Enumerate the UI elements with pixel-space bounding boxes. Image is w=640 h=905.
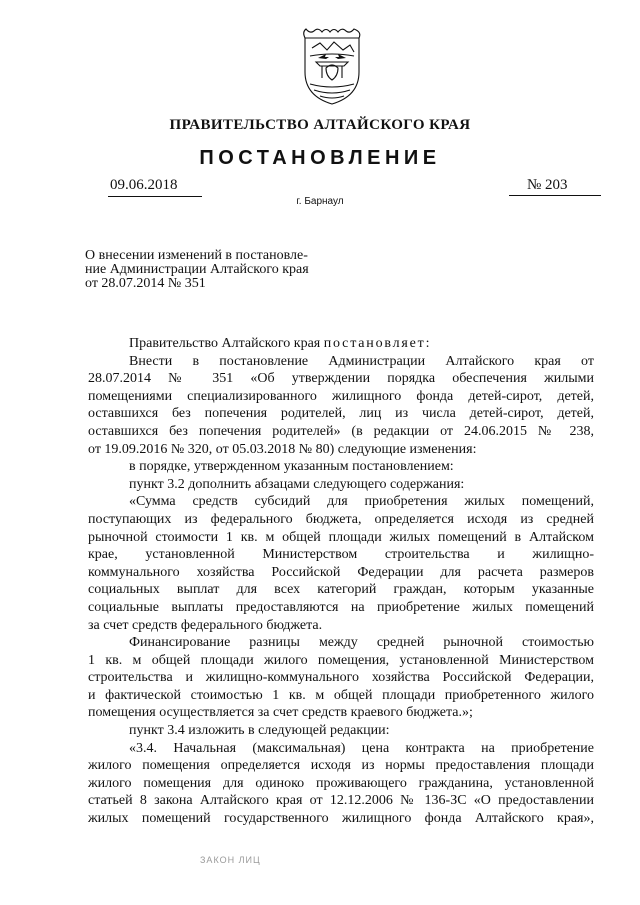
body-line: пункт 3.2 дополнить абзацами следующего содержания: (129, 476, 465, 492)
body-line: социальные выплаты предоставляются на приобретение жилых помещений (88, 599, 594, 615)
body-line: 28.07.2014 № 351 «Об утверждении порядка обеспечения жилыми (88, 371, 594, 387)
body-line: социальных выплат для всех категорий граждан, которым указанные (88, 582, 594, 598)
body-line: за счет средств федерального бюджета. (88, 617, 323, 633)
body-line: «3.4. Начальная (максимальная) цена контракта на приобретение (129, 740, 594, 756)
document-body (88, 335, 594, 828)
document-number: № 203 (509, 177, 601, 196)
document-title (85, 249, 385, 291)
body-line: помещениями специализированного жилищного фонда детей-сирот, детей, (88, 388, 594, 404)
title-line: ние Администрации Алтайского края (85, 262, 309, 277)
body-line: помещения осуществляется за счет средств краевого бюджета.»; (88, 705, 473, 721)
body-line: в порядке, утвержденном указанным постановлением: (129, 459, 454, 475)
body-line: жилого помещения для одиноко проживающего гражданина, установленной (88, 775, 594, 791)
document-city: г. Барнаул (296, 196, 344, 207)
body-line: оставшихся без попечения родителей, лиц из числа детей-сирот, детей, (88, 406, 594, 422)
body-line: строительства и жилищно-коммунального хозяйства Российской Федерации, (88, 670, 594, 686)
body-line: от 19.09.2016 № 320, от 05.03.2018 № 80) следующие изменения: (88, 441, 477, 457)
intro-colon: : (425, 336, 430, 351)
body-line: пункт 3.4 изложить в следующей редакции: (129, 723, 390, 739)
government-name: ПРАВИТЕЛЬСТВО АЛТАЙСКОГО КРАЯ (169, 117, 471, 133)
body-line: и фактической стоимостью 1 кв. м общей площади приобретенного жилого (88, 687, 594, 703)
body-line: статьей 8 закона Алтайского края от 12.12.2006 № 136-ЗС «О предоставлении (88, 793, 594, 809)
body-line: коммунального хозяйства Российской Федерации для расчета размеров (88, 564, 594, 580)
body-intro (88, 335, 594, 353)
body-line: жилого помещения определяется исходя из нормы предоставления площади (88, 758, 594, 774)
document-date: 09.06.2018 (108, 177, 202, 197)
body-line: Внести в постановление Администрации Алтайского края от (129, 353, 594, 369)
body-line: «Сумма средств субсидий для приобретения жилых помещений, (129, 494, 594, 510)
body-line: рыночной стоимости 1 кв. м общей площади жилых помещений в Алтайском (88, 529, 594, 545)
intro-verb: постановляет (323, 336, 426, 351)
title-line: от 28.07.2014 № 351 (85, 276, 206, 291)
body-line: крае, установленной Министерством строительства и жилищно- (88, 547, 594, 563)
faint-stamp: ЗАКОН ЛИЦ (200, 855, 261, 865)
coat-of-arms-emblem (296, 26, 368, 106)
intro-text: Правительство Алтайского края (129, 336, 324, 351)
document-type: ПОСТАНОВЛЕНИЕ (199, 147, 441, 169)
body-line: 1 кв. м общей площади жилого помещения, установленной Министерством (88, 652, 594, 668)
body-line: поступающих из федерального бюджета, определяется исходя из средней (88, 511, 594, 527)
body-line: Финансирование разницы между средней рыночной стоимостью (129, 635, 594, 651)
body-line: оставшихся без попечения родителей» (в редакции от 24.06.2015 № 238, (88, 423, 594, 439)
body-line: жилых помещений государственного жилищного фонда Алтайского края», (88, 811, 594, 827)
title-line: О внесении изменений в постановле- (85, 248, 308, 263)
